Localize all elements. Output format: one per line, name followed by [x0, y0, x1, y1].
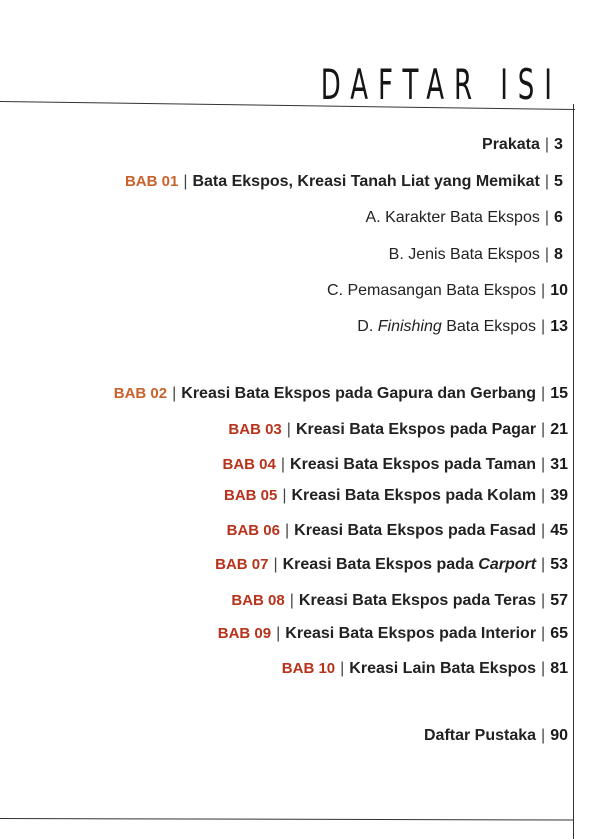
entry-text: Kreasi Bata Ekspos pada Gapura dan Gerbang [181, 385, 537, 402]
separator: | [541, 456, 546, 473]
chapter-label: BAB 07 [215, 556, 269, 573]
entry-text-emph: Carport [478, 556, 537, 573]
entry-text: Kreasi Bata Ekspos pada Teras [298, 592, 537, 609]
page-number: 90 [550, 727, 568, 744]
separator: | [544, 209, 549, 226]
separator: | [541, 625, 546, 642]
entry-text: Kreasi Bata Ekspos pada Kolam [291, 487, 537, 504]
page-number: 45 [550, 522, 568, 539]
page-number: 15 [550, 385, 568, 402]
page-number: 81 [550, 660, 568, 677]
separator: | [541, 556, 546, 573]
toc-entry-bab-09[interactable] [218, 624, 568, 644]
separator: | [289, 592, 294, 609]
toc-subentry-a[interactable] [366, 208, 568, 228]
chapter-label: BAB 10 [281, 660, 336, 677]
toc-entry-bab-07[interactable] [215, 555, 568, 575]
entry-text: C. Pemasangan Bata Ekspos [327, 282, 537, 299]
separator: | [544, 246, 549, 263]
page-number: 5 [554, 173, 563, 190]
separator: | [541, 282, 546, 299]
page-number: 57 [550, 592, 568, 609]
separator: | [280, 456, 286, 473]
separator: | [285, 522, 290, 539]
toc-entry-bab-06[interactable] [227, 521, 568, 541]
entry-text: Bata Ekspos, Kreasi Tanah Liat yang Memikat [192, 173, 540, 190]
entry-text: Prakata [482, 136, 540, 153]
separator: | [541, 385, 546, 402]
entry-text: Kreasi Bata Ekspos pada Fasad [294, 522, 537, 539]
separator: | [183, 173, 188, 190]
entry-text: A. Karakter Bata Ekspos [365, 209, 540, 226]
chapter-label: BAB 05 [223, 487, 278, 504]
chapter-label: BAB 04 [222, 456, 276, 473]
separator: | [541, 660, 546, 677]
separator: | [340, 660, 345, 677]
separator: | [544, 136, 549, 153]
separator: | [544, 173, 549, 190]
separator: | [541, 487, 546, 504]
toc-subentry-b[interactable] [389, 245, 568, 265]
entry-text: Daftar Pustaka [424, 727, 537, 744]
page-number: 10 [550, 282, 568, 299]
toc-entry-bab-03[interactable] [228, 420, 568, 440]
toc-entry-bab-02[interactable] [114, 384, 568, 404]
chapter-label: BAB 08 [231, 592, 285, 609]
separator: | [282, 487, 287, 504]
separator: | [541, 522, 546, 539]
toc-entry-prakata[interactable] [482, 135, 568, 155]
toc-entry-bab-04[interactable] [223, 455, 569, 475]
toc-entry-bab-08[interactable] [231, 591, 568, 611]
chapter-label: BAB 03 [228, 421, 282, 438]
separator: | [273, 556, 278, 573]
page-number: 3 [554, 136, 563, 153]
page-title: DAFTAR ISI [320, 60, 562, 109]
toc-entry-bab-05[interactable] [224, 486, 568, 506]
right-rule [573, 104, 574, 839]
page-number: 53 [550, 556, 568, 573]
separator: | [541, 318, 546, 335]
toc-entry-bab-10[interactable] [282, 659, 568, 679]
separator: | [541, 727, 546, 744]
separator: | [276, 625, 281, 642]
separator: | [172, 385, 177, 402]
separator: | [286, 421, 291, 438]
toc-entry-bab-01[interactable] [125, 172, 568, 192]
toc-subentry-d[interactable] [357, 317, 568, 337]
page-number: 6 [554, 209, 563, 226]
page-number: 13 [550, 318, 568, 335]
page-number: 21 [550, 421, 568, 438]
entry-text: B. Jenis Bata Ekspos [388, 246, 540, 263]
page-number: 8 [554, 246, 563, 263]
page-number: 31 [550, 456, 568, 473]
chapter-label: BAB 06 [226, 522, 280, 539]
entry-text-emph: Finishing [377, 318, 442, 335]
entry-text-prefix: D. [357, 318, 378, 335]
entry-text: Kreasi Bata Ekspos pada Interior [285, 625, 537, 642]
chapter-label: BAB 09 [217, 625, 272, 642]
entry-text-suffix: Bata Ekspos [441, 318, 537, 335]
entry-text: Kreasi Bata Ekspos pada Pagar [295, 421, 537, 438]
chapter-label: BAB 02 [113, 385, 168, 402]
separator: | [541, 592, 546, 609]
page-number: 39 [550, 487, 568, 504]
entry-text: Kreasi Bata Ekspos pada [282, 556, 479, 573]
entry-text: Kreasi Lain Bata Ekspos [349, 660, 537, 677]
separator: | [541, 421, 546, 438]
chapter-label: BAB 01 [124, 173, 179, 190]
entry-text: Kreasi Bata Ekspos pada Taman [290, 456, 537, 473]
bottom-rule [0, 818, 574, 821]
toc-entry-daftar-pustaka[interactable] [424, 726, 568, 746]
toc-subentry-c[interactable] [327, 281, 568, 301]
page-number: 65 [550, 625, 568, 642]
